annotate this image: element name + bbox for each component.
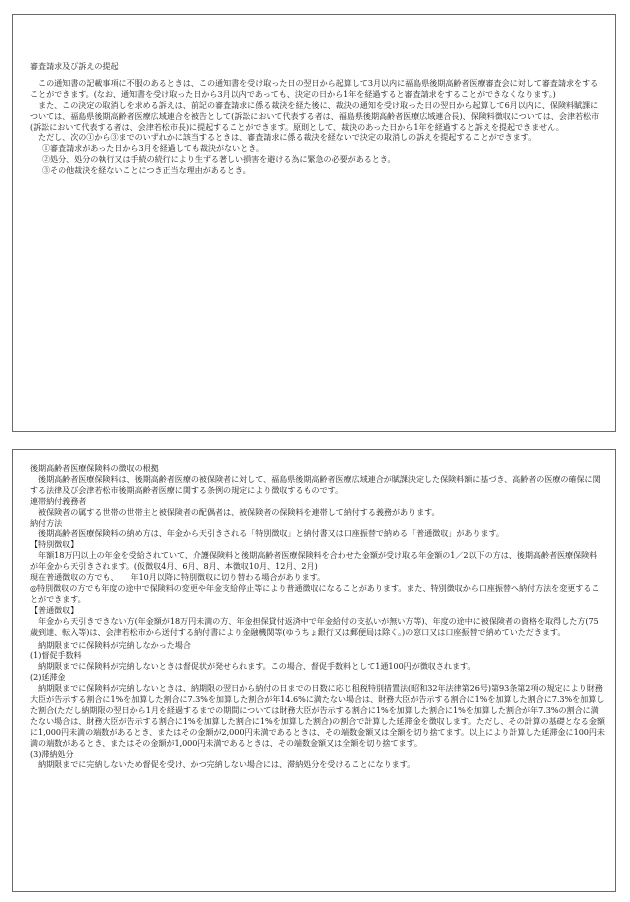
payment-method-title: 納付方法 <box>30 517 63 528</box>
dunning-fee-text: 納期限までに保険料が完納しないときは督促状が発せられます。この場合、督促手数料として1通100円が徴収されます。 <box>30 661 476 672</box>
special-collection-text-1: 年額18万円以上の年金を受給されていて、介護保険料と後期高齢者医療保険料を合わせた金額が受け取る年金額の1／2以下の方は、後期高齢者医療保険料が年金から天引きされます。(仮徴収4月、6月、8月、本徴収10月、12月、2月) <box>30 550 598 572</box>
late-fee-title: (2)延滞金 <box>30 672 66 683</box>
appeal-item-2: ②処分、処分の執行又は手続の続行により生ずる著しい損害を避ける為に緊急の必要があるとき。 <box>42 154 396 165</box>
payment-method-text: 後期高齢者医療保険料の納め方は、年金から天引きされる「特別徴収」と納付書又は口座振替で納める「普通徴収」があります。 <box>30 528 504 539</box>
special-collection-title: 【特別徴収】 <box>30 539 79 550</box>
appeal-paragraph-3: ただし、次の①から③までのいずれかに該当するときは、審査請求に係る裁決を経ないで決定の取消しの訴えを提起することができます。 <box>30 132 537 143</box>
appeal-paragraph-1: この通知書の記載事項に不服のあるときは、この通知書を受け取った日の翌日から起算して3月以内に福島県後期高齢者医療審査会に対して審査請求をすることができます。(なお、通知書を受け取った日から3月以内であっても、決定の日から1年を経過すると審査請求をすることができなくなります。) <box>30 77 599 99</box>
dunning-fee-title: (1)督促手数料 <box>30 650 82 661</box>
arrears-text: 納期限までに完納しないため督促を受け、かつ完納しない場合には、滞納処分を受けることになります。 <box>30 759 416 770</box>
joint-liability-text: 被保険者の属する世帯の世帯主と被保険者の配偶者は、被保険者の保険料を連帯して納付する義務があります。 <box>30 506 440 517</box>
appeal-notice-panel <box>12 14 616 432</box>
collection-basis-text: 後期高齢者医療保険料は、後期高齢者医療の被保険者に対して、福島県後期高齢者医療広域連合が賦課決定した保険料額に基づき、高齢者の医療の確保に関する法律及び会津若松市後期高齢者医療に関する条例の規定により徴収するものです。 <box>30 473 601 495</box>
collection-basis-title: 後期高齢者医療保険料の徴収の根拠 <box>30 463 159 473</box>
special-collection-text-2: 現在普通徴収の方でも、 年10月以降に特別徴収に切り替わる場合があります。 <box>30 572 326 583</box>
late-fee-text: 納期限までに保険料が完納しないときは、納期限の翌日から納付の日までの日数に応じ租税特別措置法(昭和32年法律第26号)第93条第2項の規定により財務大臣が告示する割合に1%を加算した割合に7.3%を加算した割合が年14.6%に満たない場合は、財務大臣が告示する割合に1%を加算した割合に7.3%を加算した割合(ただし納期限の翌日から1月を経過するまでの期間については財務大臣が告示する割合に1%を加算した割合に1%を加算した割合が年7.3%の割合に満たない場合は、財務大臣が告示する割合に1%を加算した割合に1%を加算した割合)の割合で計算した延滞金を徴収します。ただし、その計算の基礎となる金額に1,000円未満の端数があるとき、またはその金額が2,000円未満であるときは、その端数金額又は全額を切り捨てます。以上により計算した延滞金に100円未満の端数があるとき、またはその金額が1,000円未満であるときは、その端数金額又は全額を切り捨てます。 <box>30 683 605 748</box>
appeal-item-3: ③その他裁決を経ないことにつき正当な理由があるとき。 <box>42 165 251 176</box>
unpaid-title: 納期限までに保険料が完納しなかった場合 <box>30 639 191 650</box>
joint-liability-title: 連帯納付義務者 <box>30 495 87 506</box>
appeal-item-1: ①審査請求があった日から3月を経過しても裁決がないとき。 <box>42 143 264 154</box>
special-collection-note: ◎特別徴収の方でも年度の途中で保険料の変更や年金支給停止等により普通徴収になることがあります。また、特別徴収から口座振替へ納付方法を変更することができます。 <box>30 582 600 604</box>
collection-notice-panel <box>12 449 616 892</box>
appeal-title: 審査請求及び訴えの提起 <box>30 61 119 71</box>
arrears-title: (3)滞納処分 <box>30 748 74 759</box>
appeal-paragraph-2: また、この決定の取消しを求める訴えは、前記の審査請求に係る裁決を経た後に、裁決の通知を受け取った日の翌日から起算して6月以内に、保険料賦課については、福島県後期高齢者医療広域連合を被告として(訴訟において代表する者は、福島県後期高齢者医療広域連合長)、保険料徴収については、会津若松市(訴訟において代表する者は、会津若松市長)に提起することができます。原則として、裁決のあった日から1年を経過すると訴えを提起できません。 <box>30 99 600 132</box>
ordinary-collection-title: 【普通徴収】 <box>30 604 79 615</box>
ordinary-collection-text: 年金から天引きできない方(年金額が18万円未満の方、年金担保貸付返済中で年金給付の支払いが無い方等)、年度の途中に被保険者の資格を取得した方(75歳到達、転入等)は、会津若松市から送付する納付書により金融機関等(ゆうちょ銀行又は郵便局は除く。)の窓口又は口座振替で納めていただきます。 <box>30 615 599 637</box>
